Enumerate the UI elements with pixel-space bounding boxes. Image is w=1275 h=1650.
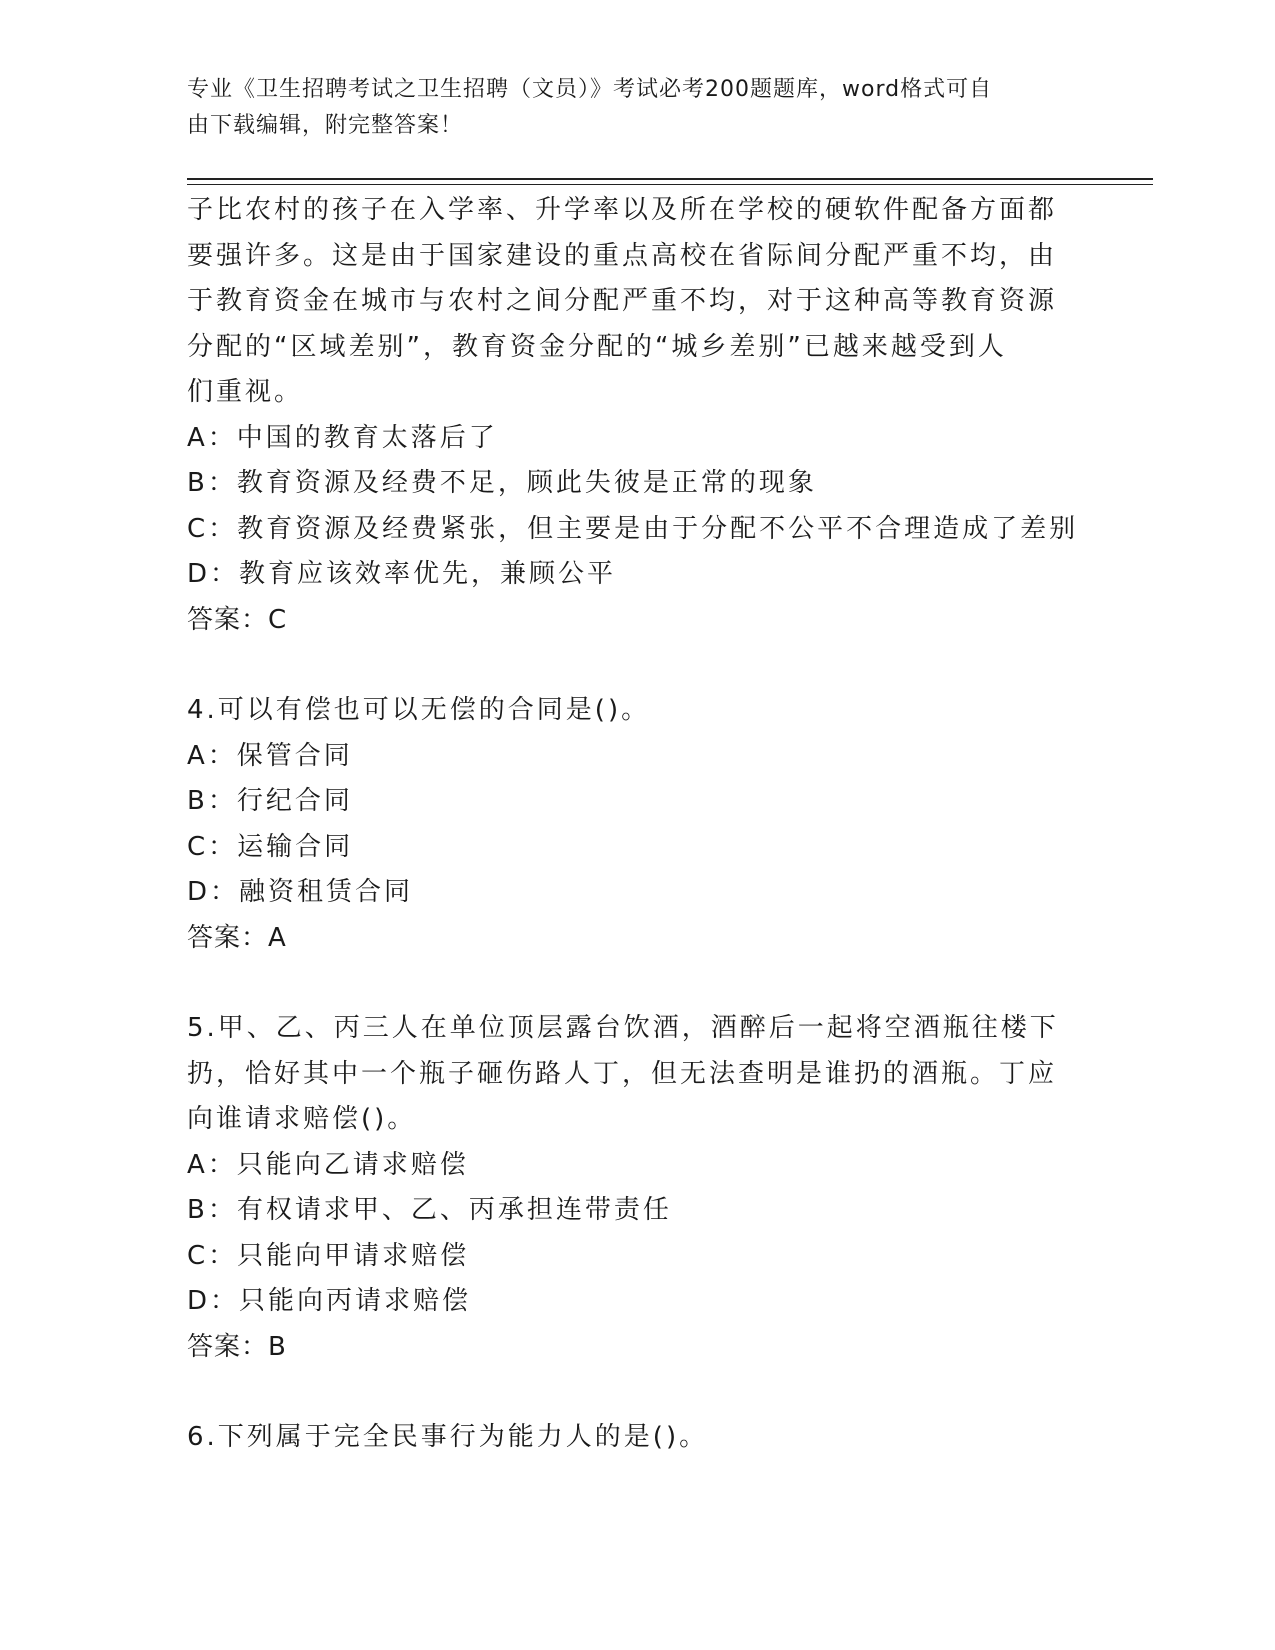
option-b: B：教育资源及经费不足，顾此失彼是正常的现象 [187,468,817,498]
option-b: B：行纪合同 [187,786,353,816]
question-text-line: 6.下列属于完全民事行为能力人的是()。 [187,1422,709,1452]
option-a: A：中国的教育太落后了 [187,422,498,453]
question-text-line: 子比农村的孩子在入学率、升学率以及所在学校的硬软件配备方面都 [187,195,1058,225]
option-c: C：教育资源及经费紧张，但主要是由于分配不公平不合理造成了差别 [187,513,1079,544]
option-d: D：融资租赁合同 [187,877,414,907]
question-text-line: 于教育资金在城市与农村之间分配严重不均，对于这种高等教育资源 [187,286,1058,316]
document-header [187,72,1067,144]
question-5 [187,1006,1087,1370]
option-c: C：只能向甲请求赔偿 [187,1240,470,1271]
header-rule-thin [187,184,1153,185]
option-d: D：只能向丙请求赔偿 [187,1286,472,1316]
spacer [187,961,1087,1006]
question-4 [187,688,1087,961]
question-text-line: 要强许多。这是由于国家建设的重点高校在省际间分配严重不均，由 [187,240,1058,271]
question-text-line: 们重视。 [187,377,304,407]
question-text-line: 向谁请求赔偿()。 [187,1104,417,1134]
question-text-line: 4.可以有偿也可以无偿的合同是()。 [187,695,651,725]
option-d: D：教育应该效率优先，兼顾公平 [187,559,617,589]
header-line-1: 专业《卫生招聘考试之卫生招聘（文员）》考试必考200题题库，word格式可自 [187,77,993,102]
option-b: B：有权请求甲、乙、丙承担连带责任 [187,1195,672,1225]
spacer [187,643,1087,688]
question-text-line: 分配的“区域差别”，教育资金分配的“城乡差别”已越来越受到人 [187,331,1007,362]
document-body [187,188,1087,1461]
header-rule-thick [187,178,1153,180]
answer-line: 答案：B [187,1331,287,1362]
answer-line: 答案：C [187,604,288,635]
question-6 [187,1415,1087,1461]
question-text-line: 5.甲、乙、丙三人在单位顶层露台饮酒，酒醉后一起将空酒瓶往楼下 [187,1013,1059,1043]
option-a: A：只能向乙请求赔偿 [187,1149,469,1180]
question-text-line: 扔，恰好其中一个瓶子砸伤路人丁，但无法查明是谁扔的酒瓶。丁应 [187,1058,1058,1089]
question-3 [187,188,1087,643]
option-a: A：保管合同 [187,740,353,771]
answer-line: 答案：A [187,922,287,953]
header-line-2: 由下载编辑，附完整答案！ [187,113,464,138]
option-c: C：运输合同 [187,831,354,862]
spacer [187,1370,1087,1415]
